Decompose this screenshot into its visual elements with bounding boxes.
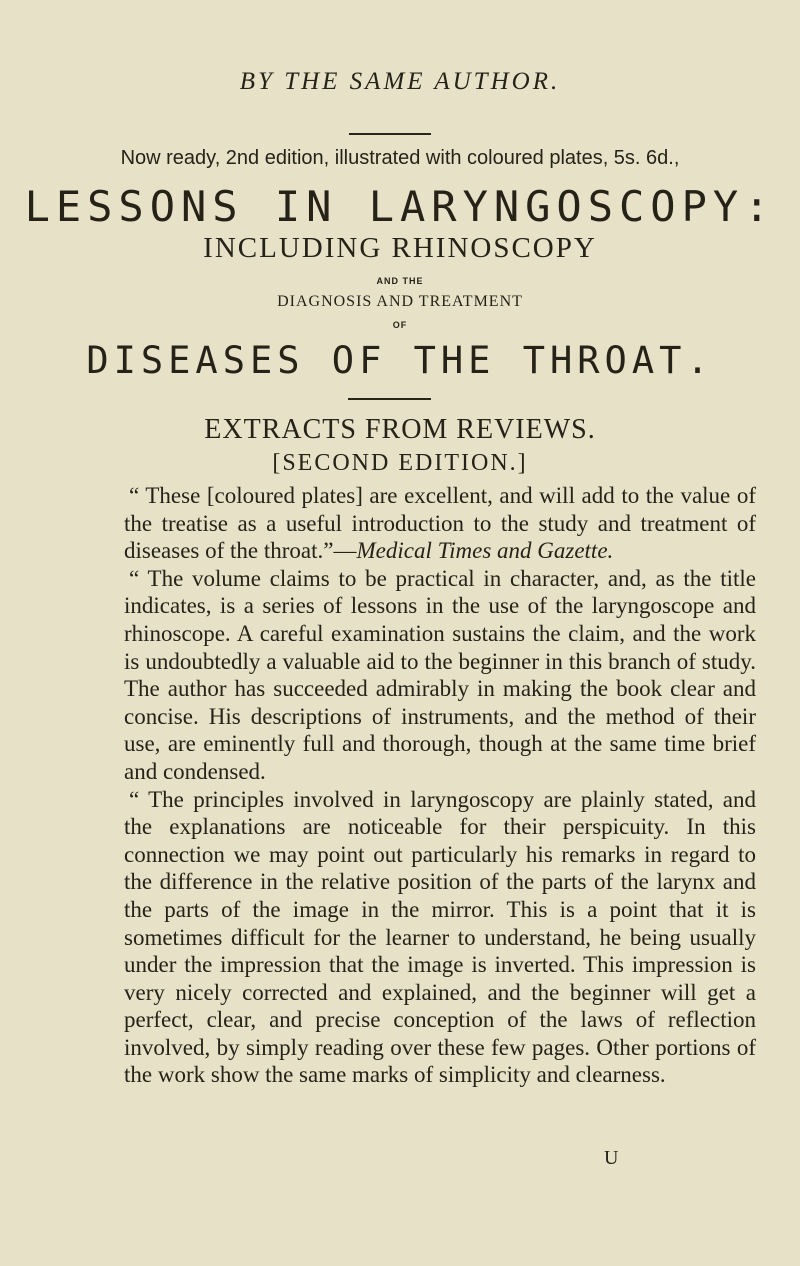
review-quote-2	[124, 565, 756, 786]
and-the-label: AND THE	[376, 276, 424, 286]
book-subtitle: INCLUDING RHINOSCOPY	[203, 232, 597, 264]
edition-note: [SECOND EDITION.]	[272, 450, 528, 476]
quote-text: “ The volume claims to be practical in character, and, as the title indicates, is a series of lessons in the use of the laryngoscope and rhinoscope. A careful examination sustains the claim, and the work is undoubtedly a valuable aid to the beginner in this branch of study. The author has succeeded admirably in making the book clear and concise. His descriptions of instruments, and the method of their use, are eminently full and thorough, though at the same time brief and condensed.	[124, 565, 756, 784]
quote-source: Medical Times and Gazette.	[356, 538, 614, 564]
reviews-heading: EXTRACTS FROM REVIEWS.	[204, 414, 596, 445]
of-label: OF	[392, 320, 408, 330]
edition-line: Now ready, 2nd edition, illustrated with coloured plates, 5s. 6d.,	[120, 147, 680, 169]
review-quote-1	[124, 482, 756, 565]
book-title: LESSONS IN LARYNGOSCOPY:	[24, 182, 776, 231]
top-divider	[349, 133, 431, 135]
quote-text: “ The principles involved in laryngoscopy are plainly stated, and the explanations are noticeable for their perspicuity. In this connection we may point out particularly his remarks in regard to the difference in the relative position of the parts of the larynx and the parts of the image in the mirror. This is a point that it is sometimes difficult for the learner to understand, he being usually under the impression that the image is inverted. This impression is very nicely corrected and explained, and the beginner will get a perfect, clear, and precise conception of the laws of reflection involved, by simply reading over these few pages. Other portions of the work show the same marks of simplicity and clearness.	[124, 786, 756, 1088]
review-quote-3	[124, 786, 756, 1090]
quote-text: “ These [coloured plates] are excellent, and will add to the value of the treatise as a useful introduction to the study and treatment of diseases of the throat.”—	[124, 483, 756, 564]
middle-divider	[348, 398, 431, 400]
diseases-title: DISEASES OF THE THROAT.	[86, 339, 714, 382]
diagnosis-line: DIAGNOSIS AND TREATMENT	[277, 293, 523, 310]
review-extracts	[124, 482, 756, 1089]
header-by-same-author: BY THE SAME AUTHOR.	[239, 68, 561, 95]
signature-mark: U	[604, 1147, 619, 1169]
